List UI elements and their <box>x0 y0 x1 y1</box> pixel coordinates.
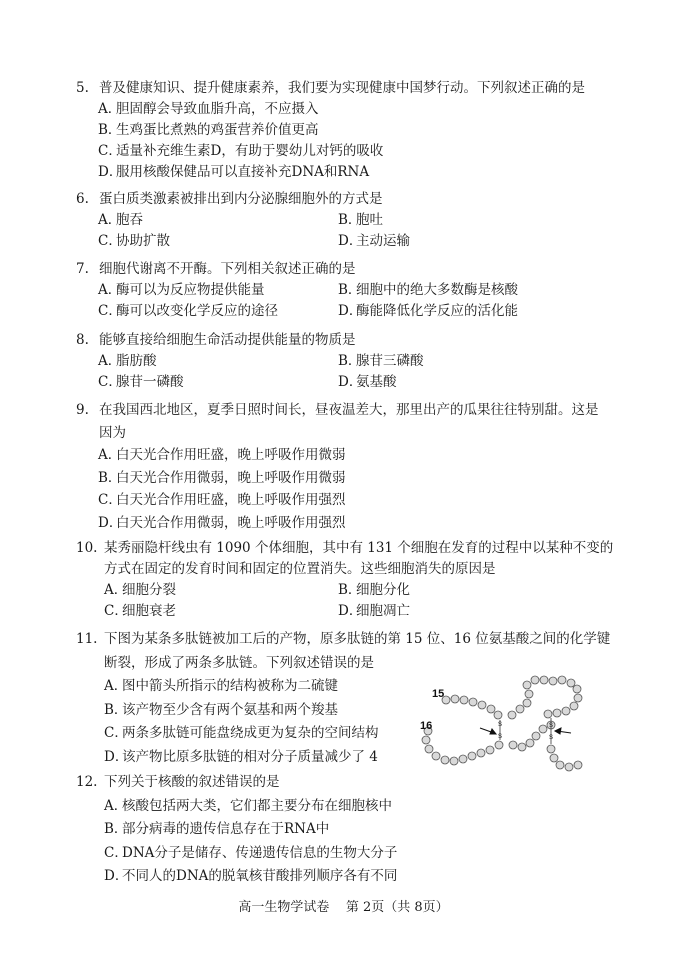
option-d: D．该产物比原多肽链的相对分子质量减少了 4 <box>104 748 378 765</box>
question-9 <box>76 399 599 534</box>
question-stem: 普及健康知识、提升健康素养，我们要为实现健康中国梦行动。下列叙述正确的是 <box>99 80 585 96</box>
option-c: C．细胞衰老 <box>104 603 176 619</box>
residue-16-label: 16 <box>420 720 433 732</box>
bond-arrows <box>480 728 571 734</box>
option-d: D．不同人的DNA的脱氧核苷酸排列顺序各有不同 <box>104 868 398 884</box>
question-6 <box>76 189 578 252</box>
option-c: C．适量补充维生素D，有助于婴幼儿对钙的吸收 <box>98 143 384 159</box>
question-12 <box>76 771 397 889</box>
question-number: 10. <box>76 540 98 556</box>
question-8 <box>76 330 578 393</box>
option-c: C．协助扩散 <box>98 233 170 249</box>
option-a: A．胆固醇会导致血脂升高，不应摄入 <box>98 101 319 117</box>
page-footer: 高一生物学试卷 第 2页（共 8页） <box>238 900 449 915</box>
option-a: A．图中箭头所指示的结构被称为二硫键 <box>104 678 338 694</box>
option-a: A．白天光合作用旺盛，晚上呼吸作用微弱 <box>98 447 346 463</box>
question-5 <box>76 78 585 183</box>
option-a: A．胞吞 <box>98 212 143 228</box>
option-c: C．酶可以改变化学反应的途径 <box>98 303 278 319</box>
option-d: D．主动运输 <box>338 233 410 249</box>
question-number: 7. <box>76 261 89 277</box>
question-number: 8. <box>76 332 89 348</box>
question-stem-continued: 方式在固定的发育时间和固定的位置消失。这些细胞消失的原因是 <box>104 561 496 577</box>
question-number: 12. <box>76 774 98 790</box>
option-a: A．细胞分裂 <box>104 582 176 598</box>
option-b: B．腺苷三磷酸 <box>338 353 424 369</box>
sulfur-label: S <box>498 722 503 728</box>
question-number: 11. <box>76 631 98 647</box>
option-b: B．部分病毒的遗传信息存在于RNA中 <box>104 821 330 837</box>
option-b: B．细胞分化 <box>338 582 410 598</box>
option-a: A．脂肪酸 <box>98 353 157 369</box>
option-b: B．该产物至少含有两个氨基和两个羧基 <box>104 701 338 718</box>
option-b: B．细胞中的绝大多数酶是核酸 <box>338 282 518 298</box>
sulfur-label: S <box>549 735 554 741</box>
option-b: B．胞吐 <box>338 212 383 228</box>
question-stem: 蛋白质类激素被排出到内分泌腺细胞外的方式是 <box>99 191 383 207</box>
question-stem: 某秀丽隐杆线虫有 1090 个体细胞，其中有 131 个细胞在发育的过程中以某种不变的 <box>104 540 614 556</box>
option-b: B．生鸡蛋比煮熟的鸡蛋营养价值更高 <box>98 122 319 138</box>
peptide-chain-figure <box>414 673 594 778</box>
option-d: D．服用核酸保健品可以直接补充DNA和RNA <box>98 164 370 180</box>
option-b: B．白天光合作用微弱，晚上呼吸作用微弱 <box>98 469 346 486</box>
option-c: C．DNA分子是储存、传递遗传信息的生物大分子 <box>104 844 398 861</box>
question-7 <box>76 259 578 322</box>
option-a: A．酶可以为反应物提供能量 <box>98 282 265 298</box>
option-d: D．氨基酸 <box>338 374 397 390</box>
question-stem: 细胞代谢离不开酶。下列相关叙述正确的是 <box>99 261 356 277</box>
question-stem: 在我国西北地区，夏季日照时间长，昼夜温差大，那里出产的瓜果往往特别甜。这是 <box>99 402 599 418</box>
question-stem-continued: 因为 <box>99 424 126 441</box>
question-stem-continued: 断裂，形成了两条多肽链。下列叙述错误的是 <box>104 654 374 671</box>
option-d: D．细胞凋亡 <box>338 603 410 619</box>
option-c: C．白天光合作用旺盛，晚上呼吸作用强烈 <box>98 492 346 508</box>
option-c: C．两条多肽链可能盘绕成更为复杂的空间结构 <box>104 725 379 741</box>
option-d: D．白天光合作用微弱，晚上呼吸作用强烈 <box>98 514 346 531</box>
sulfur-label: S <box>498 734 503 740</box>
question-stem: 能够直接给细胞生命活动提供能量的物质是 <box>99 332 356 348</box>
sulfur-label: S <box>549 723 554 729</box>
question-stem: 下列关于核酸的叙述错误的是 <box>104 774 280 790</box>
option-c: C．腺苷一磷酸 <box>98 374 184 390</box>
question-stem: 下图为某条多肽链被加工后的产物，原多肽链的第 15 位、16 位氨基酸之间的化学键 <box>104 631 611 647</box>
question-10 <box>76 538 613 622</box>
option-d: D．酶能降低化学反应的活化能 <box>338 303 518 319</box>
question-number: 6. <box>76 191 89 207</box>
residue-15-label: 15 <box>432 688 445 700</box>
question-number: 9. <box>76 402 89 418</box>
question-number: 5. <box>76 80 89 96</box>
option-a: A．核酸包括两大类，它们都主要分布在细胞核中 <box>104 797 392 814</box>
